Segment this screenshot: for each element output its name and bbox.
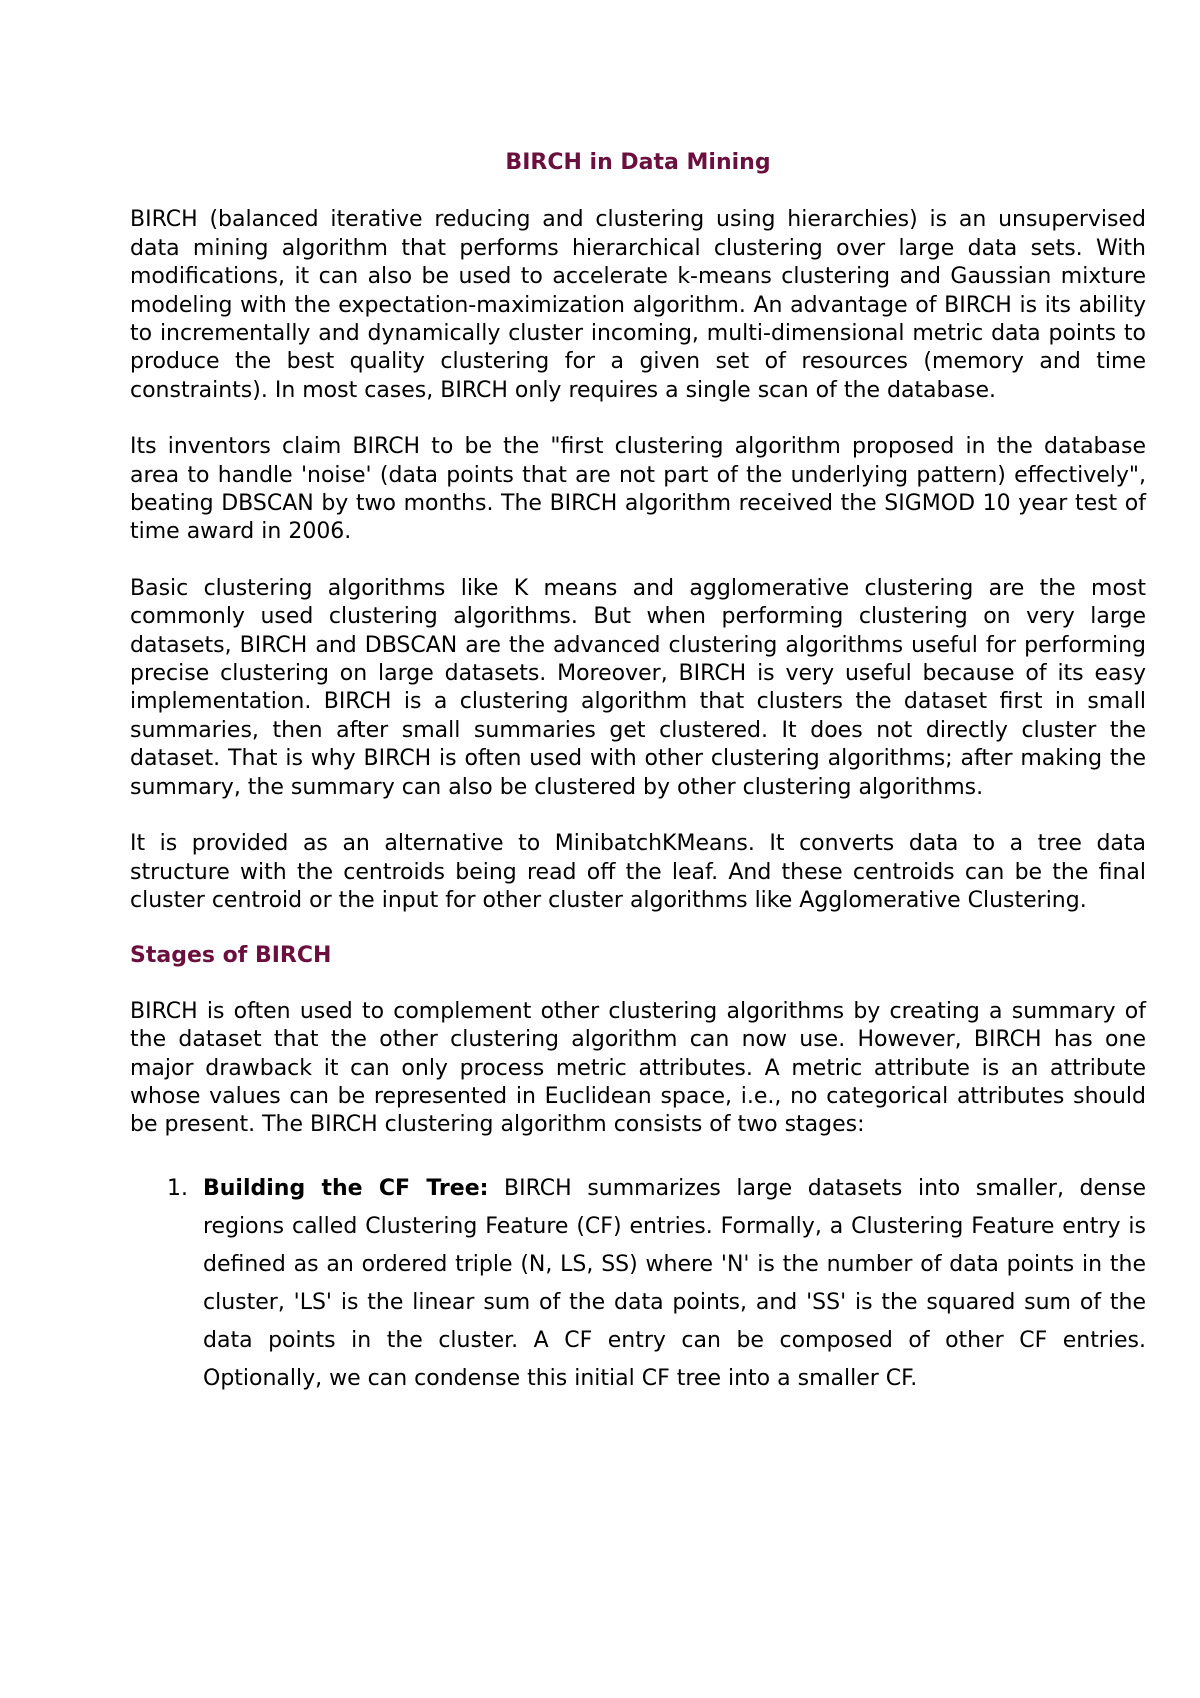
comparison-paragraph: Basic clustering algorithms like K means and agglomerative clustering are the most commonly used clustering algorithms. But when performing clustering on very large datasets, BIRCH and DBSCAN are the advanced clustering algorithms useful for performing precise clustering on large datasets. Moreover, BIRCH is very useful because of its easy implementation. BIRCH is a clustering algorithm that clusters the dataset first in small summaries, then after small summaries get clustered. It does not directly cluster the dataset. That is why BIRCH is often used with other clustering algorithms; after making the summary, the summary can also be clustered by other clustering algorithms. (130, 575, 1146, 800)
stages-intro-paragraph: BIRCH is often used to complement other clustering algorithms by creating a summary of the dataset that the other clustering algorithm can now use. However, BIRCH has one major drawback it can only process metric attributes. A metric attribute is an attribute whose values can be represented in Euclidean space, i.e., no categorical attributes should be present. The BIRCH clustering algorithm consists of two stages: (130, 998, 1146, 1138)
stage-description: BIRCH summarizes large datasets into smaller, dense regions called Clustering Feature (CF) entries. Formally, a Clustering Feature entry is defined as an ordered triple (N, LS, SS) where 'N' is the number of data points in the cluster, 'LS' is the linear sum of the data points, and 'SS' is the squared sum of the data points in the cluster. A CF entry can be composed of other CF entries. Optionally, we can condense this initial CF tree into a smaller CF. (203, 1175, 1146, 1391)
document-title: BIRCH in Data Mining (505, 150, 771, 175)
history-paragraph: Its inventors claim BIRCH to be the "first clustering algorithm proposed in the database area to handle 'noise' (data points that are not part of the underlying pattern) effectively", beating DBSCAN by two months. The BIRCH algorithm received the SIGMOD 10 year test of time award in 2006. (130, 434, 1146, 545)
stage-item-cf-tree (130, 1170, 1146, 1398)
intro-paragraph: BIRCH (balanced iterative reducing and clustering using hierarchies) is an unsupervised data mining algorithm that performs hierarchical clustering over large data sets. With modifications, it can also be used to accelerate k-means clustering and Gaussian mixture modeling with the expectation-maximization algorithm. An advantage of BIRCH is its ability to incrementally and dynamically cluster incoming, multi-dimensional metric data points to produce the best quality clustering for a given set of resources (memory and time constraints). In most cases, BIRCH only requires a single scan of the database. (130, 207, 1146, 403)
stage-number: 1. (167, 1175, 188, 1201)
alternative-paragraph: It is provided as an alternative to MinibatchKMeans. It converts data to a tree data structure with the centroids being read off the leaf. And these centroids can be the final cluster centroid or the input for other cluster algorithms like Agglomerative Clustering. (130, 831, 1146, 913)
stage-term: Building the CF Tree: (203, 1175, 489, 1201)
stages-list (130, 1170, 1146, 1398)
document-page (130, 150, 1146, 1398)
section-heading-stages: Stages of BIRCH (130, 943, 332, 969)
